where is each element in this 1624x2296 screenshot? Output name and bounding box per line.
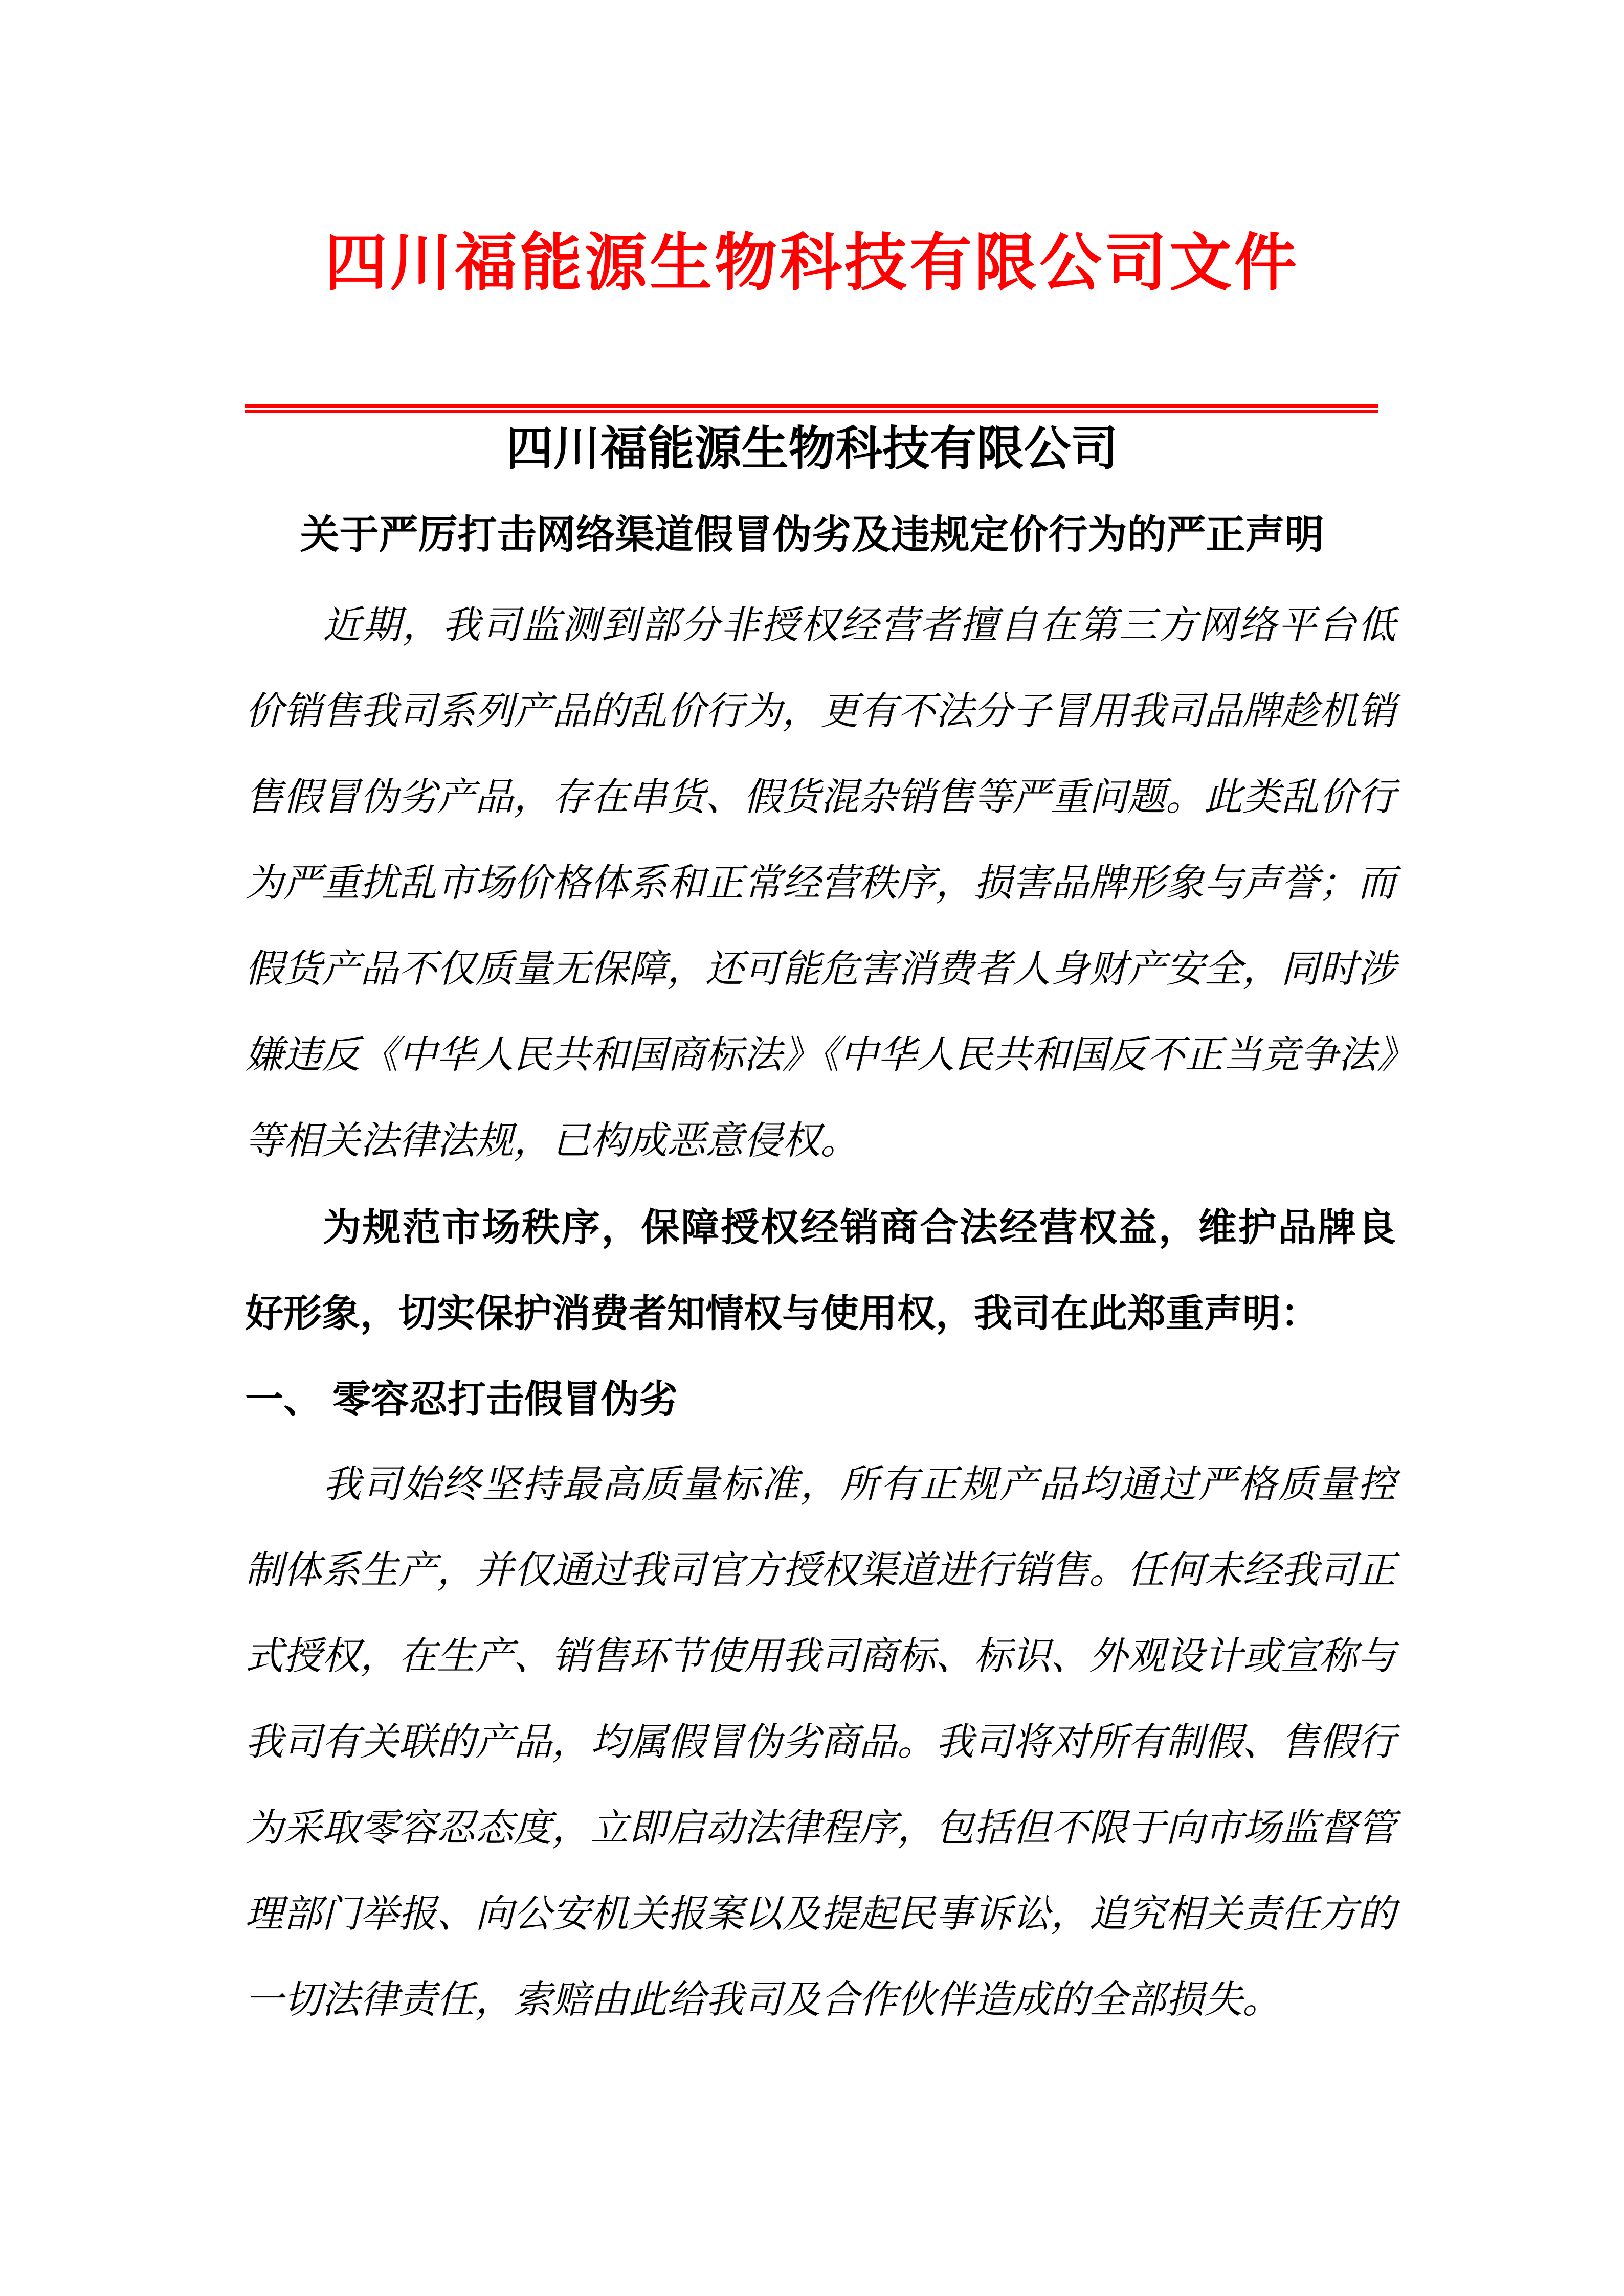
paragraph-section-1-body: 我司始终坚持最高质量标准，所有正规产品均通过严格质量控制体系生产，并仅通过我司官方授权渠道进行销售。任何未经我司正式授权，在生产、销售环节使用我司商标、标识、外观设计或宣称与我司有关联的产品，均属假冒伪劣商品。我司将对所有制假、售假行为采取零容忍态度，立即启动法律程序，包括但不限于向市场监督管理部门举报、向公安机关报案以及提起民事诉讼，追究相关责任方的一切法律责任，索赔由此给我司及合作伙伴造成的全部损失。 bbox=[245, 1464, 1396, 2021]
document-body bbox=[245, 583, 1396, 2043]
company-name-heading: 四川福能源生物科技有限公司 bbox=[506, 423, 1118, 475]
paragraph-declaration: 为规范市场秩序，保障授权经销商合法经营权益，维护品牌良好形象，切实保护消费者知情权与使用权，我司在此郑重声明： bbox=[245, 1206, 1396, 1335]
paragraph-intro: 近期，我司监测到部分非授权经营者擅自在第三方网络平台低价销售我司系列产品的乱价行为，更有不法分子冒用我司品牌趁机销售假冒伪劣产品，存在串货、假货混杂销售等严重问题。此类乱价行为严重扰乱市场价格体系和正常经营秩序，损害品牌形象与声誉；而假货产品不仅质量无保障，还可能危害消费者人身财产安全，同时涉嫌违反《中华人民共和国商标法》《中华人民共和国反不正当竞争法》等相关法律法规，已构成恶意侵权。 bbox=[245, 604, 1396, 1162]
red-double-rule-divider bbox=[245, 404, 1378, 413]
section-1-heading: 一、 零容忍打击假冒伪劣 bbox=[245, 1378, 678, 1421]
statement-title: 关于严厉打击网络渠道假冒伪劣及违规定价行为的严正声明 bbox=[300, 513, 1324, 557]
document-banner-title: 四川福能源生物科技有限公司文件 bbox=[325, 228, 1299, 298]
